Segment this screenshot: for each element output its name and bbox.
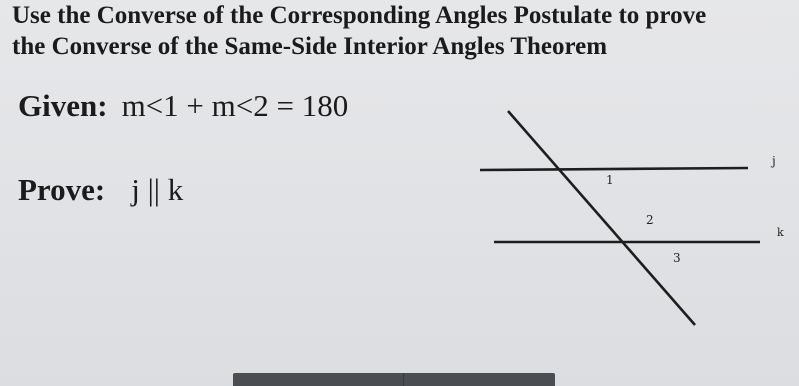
label-k: k (777, 226, 784, 239)
given-label: Given: (18, 88, 108, 123)
parallel-lines-diagram (470, 105, 799, 335)
angle-1-label: 1 (606, 173, 614, 187)
instruction-line-2: the Converse of the Same-Side Interior Angles Theorem (12, 33, 608, 60)
line-j (480, 168, 748, 170)
label-j: j (772, 154, 776, 168)
given-statement (18, 88, 348, 124)
angle-3-label: 3 (673, 251, 681, 265)
angle-2-label: 2 (646, 213, 654, 227)
transversal (508, 111, 695, 325)
instruction-line-1: Use the Converse of the Corresponding Angles Postulate to prove (12, 2, 707, 29)
given-expression: m<1 + m<2 = 180 (121, 88, 349, 123)
prove-expression: j || k (131, 172, 184, 207)
bottom-toolbar (233, 373, 555, 386)
prove-label: Prove: (18, 172, 106, 207)
prove-statement (18, 172, 183, 208)
